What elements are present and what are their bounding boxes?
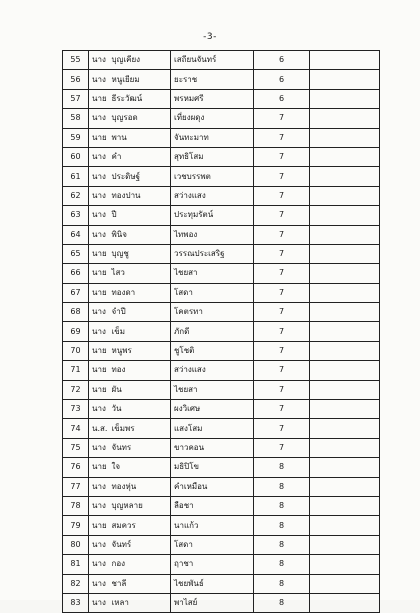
last-name: ฤาชา [171, 555, 254, 574]
remarks-cell [310, 555, 380, 574]
first-name: คำ [109, 147, 171, 166]
page-number: -3- [203, 32, 217, 42]
table-row [63, 361, 380, 380]
row-number: 58 [63, 109, 89, 128]
row-number: 76 [63, 458, 89, 477]
table-row [63, 477, 380, 496]
last-name: ลือชา [171, 496, 254, 515]
row-number: 61 [63, 167, 89, 186]
name-prefix: นาง [89, 147, 109, 166]
row-number: 66 [63, 264, 89, 283]
name-prefix: นาง [89, 225, 109, 244]
name-prefix: นาง [89, 593, 109, 612]
remarks-cell [310, 89, 380, 108]
name-prefix: นาง [89, 51, 109, 70]
row-number: 70 [63, 341, 89, 360]
table-row [63, 244, 380, 263]
remarks-cell [310, 361, 380, 380]
row-number: 64 [63, 225, 89, 244]
group-number: 7 [254, 303, 310, 322]
row-number: 55 [63, 51, 89, 70]
last-name: เที่ยงผดุง [171, 109, 254, 128]
table-row [63, 225, 380, 244]
table-row [63, 283, 380, 302]
last-name: พาไสย์ [171, 593, 254, 612]
remarks-cell [310, 225, 380, 244]
last-name: ผงวิเศษ [171, 400, 254, 419]
group-number: 7 [254, 109, 310, 128]
first-name: ปี [109, 206, 171, 225]
last-name: ประทุมรัตน์ [171, 206, 254, 225]
name-prefix: นาง [89, 206, 109, 225]
name-prefix: นาง [89, 477, 109, 496]
last-name: ขาวคอน [171, 438, 254, 457]
remarks-cell [310, 477, 380, 496]
remarks-cell [310, 516, 380, 535]
remarks-cell [310, 535, 380, 554]
remarks-cell [310, 109, 380, 128]
table-row [63, 574, 380, 593]
remarks-cell [310, 419, 380, 438]
last-name: มธิปิโข [171, 458, 254, 477]
row-number: 79 [63, 516, 89, 535]
last-name: สุทธิโสม [171, 147, 254, 166]
group-number: 8 [254, 496, 310, 515]
row-number: 57 [63, 89, 89, 108]
first-name: หนูพร [109, 341, 171, 360]
last-name: ยะราช [171, 70, 254, 89]
group-number: 7 [254, 322, 310, 341]
row-number: 83 [63, 593, 89, 612]
row-number: 69 [63, 322, 89, 341]
first-name: หนูเยียม [109, 70, 171, 89]
row-number: 65 [63, 244, 89, 263]
name-prefix: นาย [89, 361, 109, 380]
row-number: 60 [63, 147, 89, 166]
group-number: 6 [254, 70, 310, 89]
remarks-cell [310, 147, 380, 166]
table-row [63, 322, 380, 341]
group-number: 7 [254, 225, 310, 244]
table-row [63, 51, 380, 70]
row-number: 77 [63, 477, 89, 496]
group-number: 8 [254, 477, 310, 496]
first-name: บุญรอด [109, 109, 171, 128]
name-prefix: น.ส. [89, 419, 109, 438]
group-number: 8 [254, 516, 310, 535]
group-number: 7 [254, 361, 310, 380]
group-number: 8 [254, 458, 310, 477]
remarks-cell [310, 400, 380, 419]
first-name: ทองหุ่น [109, 477, 171, 496]
name-prefix: นาย [89, 244, 109, 263]
first-name: จันทร์ [109, 535, 171, 554]
last-name: สว่างแสง [171, 361, 254, 380]
first-name: เข็ม [109, 322, 171, 341]
remarks-cell [310, 186, 380, 205]
row-number: 67 [63, 283, 89, 302]
name-prefix: นาง [89, 186, 109, 205]
name-prefix: นาง [89, 555, 109, 574]
group-number: 8 [254, 535, 310, 554]
name-prefix: นาง [89, 535, 109, 554]
remarks-cell [310, 70, 380, 89]
first-name: ทองดา [109, 283, 171, 302]
group-number: 6 [254, 51, 310, 70]
name-prefix: นาง [89, 400, 109, 419]
table-row [63, 593, 380, 612]
remarks-cell [310, 496, 380, 515]
table-row [63, 109, 380, 128]
name-prefix: นาง [89, 438, 109, 457]
first-name: วัน [109, 400, 171, 419]
group-number: 7 [254, 341, 310, 360]
first-name: เหลา [109, 593, 171, 612]
table-row [63, 128, 380, 147]
group-number: 7 [254, 380, 310, 399]
roster-table [62, 50, 380, 613]
table-row [63, 341, 380, 360]
table-row [63, 516, 380, 535]
group-number: 7 [254, 244, 310, 263]
remarks-cell [310, 322, 380, 341]
remarks-cell [310, 380, 380, 399]
remarks-cell [310, 206, 380, 225]
name-prefix: นาย [89, 128, 109, 147]
first-name: ธีระวัฒน์ [109, 89, 171, 108]
last-name: เสถียนจันทร์ [171, 51, 254, 70]
first-name: พินิจ [109, 225, 171, 244]
remarks-cell [310, 244, 380, 263]
last-name: โคตรทา [171, 303, 254, 322]
group-number: 7 [254, 264, 310, 283]
last-name: ไชยพันธ์ [171, 574, 254, 593]
last-name: พรหมศรี [171, 89, 254, 108]
group-number: 7 [254, 438, 310, 457]
first-name: ประดิษฐ์ [109, 167, 171, 186]
group-number: 8 [254, 574, 310, 593]
group-number: 7 [254, 147, 310, 166]
first-name: จำปี [109, 303, 171, 322]
name-prefix: นาย [89, 380, 109, 399]
last-name: วรรณประเสริฐ [171, 244, 254, 263]
group-number: 7 [254, 419, 310, 438]
group-number: 6 [254, 89, 310, 108]
table-row [63, 167, 380, 186]
first-name: กอง [109, 555, 171, 574]
table-row [63, 535, 380, 554]
last-name: ไทพอง [171, 225, 254, 244]
remarks-cell [310, 593, 380, 612]
name-prefix: นาง [89, 496, 109, 515]
table-row [63, 264, 380, 283]
last-name: โสดา [171, 535, 254, 554]
table-row [63, 400, 380, 419]
first-name: บุญหลาย [109, 496, 171, 515]
remarks-cell [310, 574, 380, 593]
last-name: ไชยสา [171, 380, 254, 399]
last-name: เวชบรรพต [171, 167, 254, 186]
name-prefix: นาย [89, 516, 109, 535]
group-number: 8 [254, 593, 310, 612]
name-prefix: นาย [89, 89, 109, 108]
remarks-cell [310, 167, 380, 186]
name-prefix: นาย [89, 458, 109, 477]
table-row [63, 70, 380, 89]
first-name: ทอง [109, 361, 171, 380]
name-prefix: นาง [89, 167, 109, 186]
group-number: 7 [254, 186, 310, 205]
group-number: 7 [254, 167, 310, 186]
first-name: จันทร [109, 438, 171, 457]
row-number: 80 [63, 535, 89, 554]
name-prefix: นาง [89, 322, 109, 341]
first-name: ชาลี [109, 574, 171, 593]
remarks-cell [310, 303, 380, 322]
roster-table-body [63, 51, 380, 613]
remarks-cell [310, 341, 380, 360]
name-prefix: นาง [89, 303, 109, 322]
last-name: นาแก้ว [171, 516, 254, 535]
first-name: บุญชู [109, 244, 171, 263]
name-prefix: นาง [89, 70, 109, 89]
row-number: 75 [63, 438, 89, 457]
row-number: 81 [63, 555, 89, 574]
row-number: 78 [63, 496, 89, 515]
row-number: 82 [63, 574, 89, 593]
remarks-cell [310, 458, 380, 477]
row-number: 56 [63, 70, 89, 89]
row-number: 74 [63, 419, 89, 438]
table-row [63, 419, 380, 438]
group-number: 7 [254, 283, 310, 302]
table-row [63, 206, 380, 225]
table-row [63, 89, 380, 108]
table-row [63, 458, 380, 477]
table-row [63, 303, 380, 322]
name-prefix: นาย [89, 341, 109, 360]
row-number: 71 [63, 361, 89, 380]
table-row [63, 147, 380, 166]
row-number: 73 [63, 400, 89, 419]
group-number: 8 [254, 555, 310, 574]
first-name: พาน [109, 128, 171, 147]
name-prefix: นาย [89, 264, 109, 283]
table-row [63, 496, 380, 515]
last-name: ชูโชติ [171, 341, 254, 360]
last-name: แสงโสม [171, 419, 254, 438]
table-row [63, 186, 380, 205]
name-prefix: นาง [89, 109, 109, 128]
first-name: ใจ [109, 458, 171, 477]
remarks-cell [310, 283, 380, 302]
remarks-cell [310, 264, 380, 283]
name-prefix: นาย [89, 283, 109, 302]
first-name: บุญเคียง [109, 51, 171, 70]
first-name: สมควร [109, 516, 171, 535]
row-number: 68 [63, 303, 89, 322]
last-name: สว่างแสง [171, 186, 254, 205]
row-number: 62 [63, 186, 89, 205]
row-number: 72 [63, 380, 89, 399]
group-number: 7 [254, 128, 310, 147]
row-number: 59 [63, 128, 89, 147]
table-row [63, 380, 380, 399]
last-name: ไชยสา [171, 264, 254, 283]
first-name: เข็มพร [109, 419, 171, 438]
last-name: ภักดี [171, 322, 254, 341]
group-number: 7 [254, 206, 310, 225]
last-name: จันทะมาท [171, 128, 254, 147]
remarks-cell [310, 438, 380, 457]
remarks-cell [310, 128, 380, 147]
table-row [63, 438, 380, 457]
table-row [63, 555, 380, 574]
last-name: โสดา [171, 283, 254, 302]
last-name: คำเหมือน [171, 477, 254, 496]
name-prefix: นาง [89, 574, 109, 593]
first-name: ผัน [109, 380, 171, 399]
group-number: 7 [254, 400, 310, 419]
row-number: 63 [63, 206, 89, 225]
first-name: ทองปาน [109, 186, 171, 205]
first-name: ไสว [109, 264, 171, 283]
remarks-cell [310, 51, 380, 70]
